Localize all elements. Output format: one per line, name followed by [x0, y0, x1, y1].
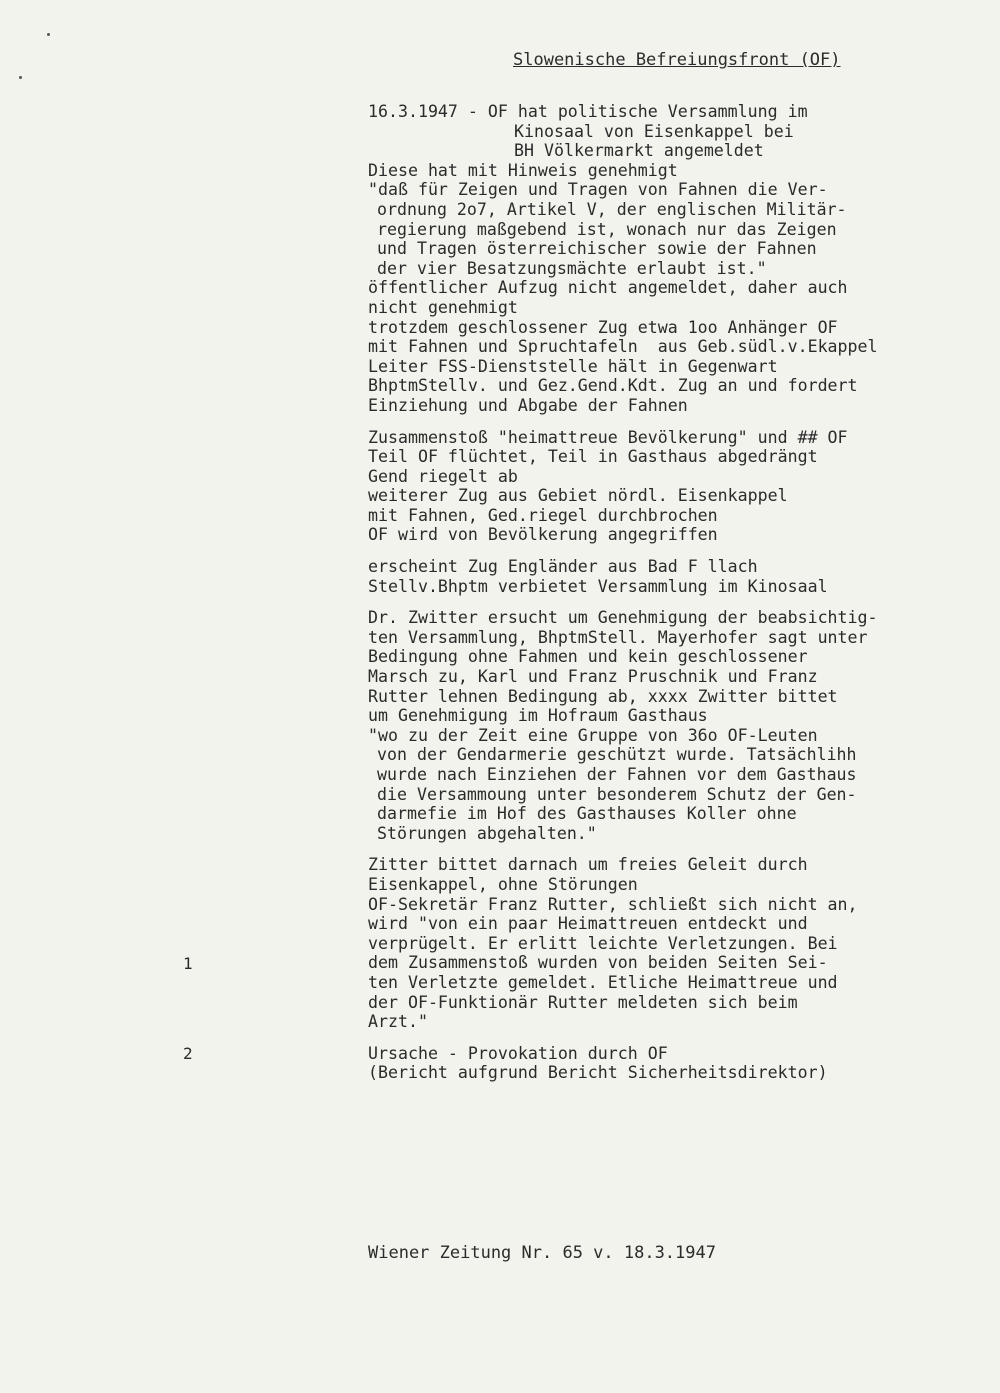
text-line: "daß für Zeigen und Tragen von Fahnen die Ver-: [368, 180, 828, 200]
text-line: Bedingung ohne Fahmen und kein geschlossener: [368, 647, 808, 667]
text-line: Diese hat mit Hinweis genehmigt: [368, 160, 678, 180]
text-line: mit Fahnen und Spruchtafeln aus Geb.südl.v.Ekappel: [368, 337, 878, 357]
text-line: OF wird von Bevölkerung angegriffen: [368, 525, 718, 545]
text-line: (Bericht aufgrund Bericht Sicherheitsdirektor): [368, 1063, 828, 1083]
text-line: Arzt.": [368, 1012, 428, 1032]
text-line: verprügelt. Er erlitt leichte Verletzungen. Bei: [368, 933, 838, 953]
text-line: trotzdem geschlossener Zug etwa 1oo Anhänger OF: [368, 317, 838, 337]
text-line: regierung maßgebend ist, wonach nur das Zeigen: [377, 219, 837, 239]
text-line: ten Verletzte gemeldet. Etliche Heimattreue und: [368, 972, 838, 992]
text-line: ten Versammlung, BhptmStell. Mayerhofer sagt unter: [368, 627, 868, 647]
text-line: der vier Besatzungsmächte erlaubt ist.": [377, 258, 767, 278]
text-line: Marsch zu, Karl und Franz Pruschnik und Franz: [368, 667, 818, 687]
text-line: 16.3.1947 - OF hat politische Versammlung im: [368, 102, 808, 121]
text-line: Kinosaal von Eisenkappel bei: [514, 121, 794, 141]
source-citation: Wiener Zeitung Nr. 65 v. 18.3.1947: [368, 1243, 716, 1263]
text-line: Ursache - Provokation durch OF: [368, 1043, 668, 1063]
document-body: [368, 102, 996, 1083]
text-line: Störungen abgehalten.": [377, 823, 597, 843]
text-line: BhptmStellv. und Gez.Gend.Kdt. Zug an und fordert: [368, 376, 858, 396]
text-line: dem Zusammenstoß wurden von beiden Seiten Sei-: [368, 953, 828, 973]
text-line: Einziehung und Abgabe der Fahnen: [368, 395, 688, 415]
text-line: Dr. Zwitter ersucht um Genehmigung der beabsichtig-: [368, 608, 878, 628]
paragraph-gap: [368, 596, 996, 608]
text-line: wird "von ein paar Heimattreuen entdeckt und: [368, 914, 808, 934]
text-line: erscheint Zug Engländer aus Bad F llach: [368, 557, 758, 577]
text-line: Zitter bittet darnach um freies Geleit durch: [368, 855, 808, 875]
text-line: Teil OF flüchtet, Teil in Gasthaus abgedrängt: [368, 447, 818, 467]
text-line: mit Fahnen, Ged.riegel durchbrochen: [368, 505, 718, 525]
margin-number: 1: [183, 953, 193, 973]
paragraph-gap: [368, 416, 996, 428]
text-line: Eisenkappel, ohne Störungen: [368, 874, 638, 894]
text-line: nicht genehmigt: [368, 297, 518, 317]
text-line: OF-Sekretär Franz Rutter, schließt sich nicht an,: [368, 894, 858, 914]
paragraph-gap: [368, 843, 996, 855]
text-line: der OF-Funktionär Rutter meldeten sich beim: [368, 992, 798, 1012]
document-heading: Slowenische Befreiungsfront (OF): [513, 50, 841, 70]
text-line: Rutter lehnen Bedingung ab, xxxx Zwitter bittet: [368, 686, 838, 706]
scan-speck: [47, 33, 50, 36]
margin-number: 2: [183, 1044, 193, 1063]
text-line: Zusammenstoß "heimattreue Bevölkerung" und ## OF: [368, 427, 848, 447]
text-line: wurde nach Einziehen der Fahnen vor dem Gasthaus: [377, 765, 857, 784]
text-line: um Genehmigung im Hofraum Gasthaus: [368, 706, 708, 726]
text-line: von der Gendarmerie geschützt wurde. Tatsächlihh: [377, 745, 857, 765]
text-line: Leiter FSS-Dienststelle hält in Gegenwart: [368, 356, 778, 376]
text-line: weiterer Zug aus Gebiet nördl. Eisenkappel: [368, 486, 788, 506]
text-line: und Tragen österreichischer sowie der Fahnen: [377, 239, 817, 259]
text-line: darmefie im Hof des Gasthauses Koller ohne: [377, 804, 797, 824]
text-line: "wo zu der Zeit eine Gruppe von 36o OF-Leuten: [368, 725, 818, 745]
text-line: Gend riegelt ab: [368, 466, 518, 486]
text-line: die Versammoung unter besonderem Schutz der Gen-: [377, 784, 857, 804]
text-line: Stellv.Bhptm verbietet Versammlung im Kinosaal: [368, 576, 828, 596]
paragraph-gap: [368, 545, 996, 557]
text-line: öffentlicher Aufzug nicht angemeldet, daher auch: [368, 278, 848, 298]
text-line: BH Völkermarkt angemeldet: [514, 141, 764, 161]
scan-speck: [19, 76, 22, 79]
paragraph-gap: [368, 1032, 996, 1044]
text-line: ordnung 2o7, Artikel V, der englischen Militär-: [377, 199, 847, 219]
